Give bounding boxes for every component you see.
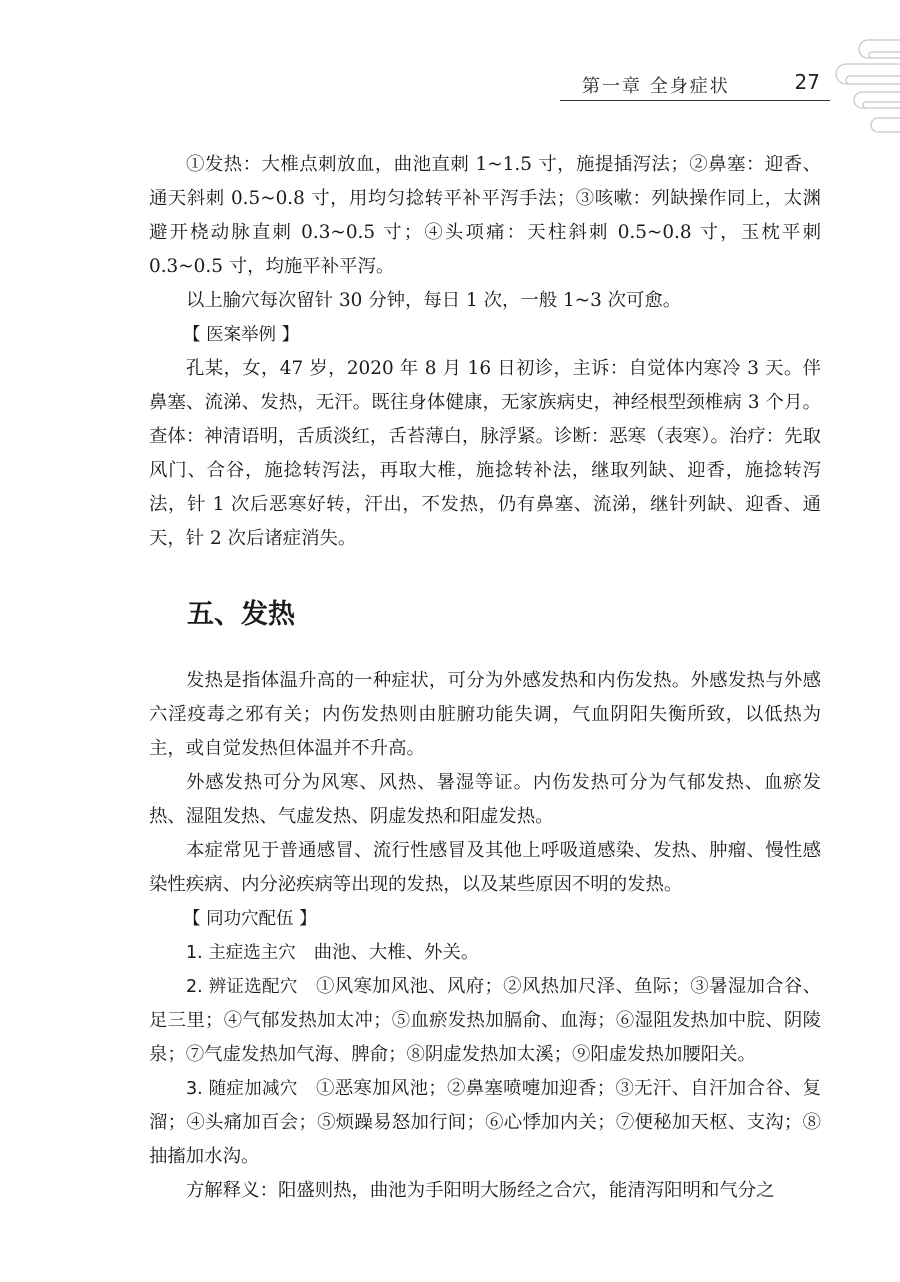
paragraph: 以上腧穴每次留针 30 分钟，每日 1 次，一般 1~3 次可愈。: [186, 290, 682, 311]
numbered-paragraph: [149, 1072, 821, 1174]
running-header: [560, 66, 830, 102]
paragraph-lead: 3. 随症加减穴: [186, 1079, 298, 1099]
paragraph: 外感发热可分为风寒、风热、暑湿等证。内伤发热可分为气郁发热、血瘀发热、湿阻发热、气虚发热、阴虚发热和阳虚发热。: [149, 772, 821, 827]
page-number: 27: [794, 70, 820, 94]
paragraph-text: 曲池、大椎、外关。: [313, 942, 480, 963]
chapter-title: 第一章 全身症状: [582, 76, 730, 97]
paragraph: 方解释义：阳盛则热，曲池为手阳明大肠经之合穴，能清泻阳明和气分之: [186, 1180, 775, 1201]
paragraph-text: ①风寒加风池、风府；②风热加尺泽、鱼际；③暑湿加合谷、足三里；④气郁发热加太冲；⑤血瘀发热加膈俞、血海；⑥湿阻发热加中脘、阴陵泉；⑦气虚发热加气海、脾俞；⑧阴虚发热加太溪；⑨阳虚发热加腰阳关。: [149, 976, 821, 1065]
paragraph: 本症常见于普通感冒、流行性感冒及其他上呼吸道感染、发热、肿瘤、慢性感染性疾病、内分泌疾病等出现的发热，以及某些原因不明的发热。: [149, 840, 821, 895]
section-heading: 五、发热: [187, 599, 295, 630]
numbered-paragraph: [149, 936, 821, 970]
paragraph-lead: 1. 主症选主穴: [186, 943, 296, 963]
numbered-paragraph: [149, 970, 821, 1072]
paragraph: 孔某，女，47 岁，2020 年 8 月 16 日初诊，主诉：自觉体内寒冷 3 天。伴鼻塞、流涕、发热，无汗。既往身体健康，无家族病史，神经根型颈椎病 3 个月。查体：神清语明，舌质淡红，舌苔薄白，脉浮紧。诊断：恶寒（表寒）。治疗：先取风门、合谷，施捻转泻法，再取大椎，施捻转补法，继取列缺、迎香，施捻转泻法，针 1 次后恶寒好转，汗出，不发热，仍有鼻塞、流涕，继针列缺、迎香、通天，针 2 次后诸症消失。: [149, 358, 821, 549]
paragraph: ①发热：大椎点刺放血，曲池直刺 1~1.5 寸，施提插泻法；②鼻塞：迎香、通天斜刺 0.5~0.8 寸，用均匀捻转平补平泻手法；③咳嗽：列缺操作同上，太渊避开桡动脉直刺 0.3~0.5 寸；④头项痛：天柱斜刺 0.5~0.8 寸，玉枕平刺 0.3~0.5 寸，均施平补平泻。: [149, 154, 821, 277]
paragraph-lead: 2. 辨证选配穴: [186, 977, 298, 997]
header-rule: [560, 100, 830, 101]
paragraph: 发热是指体温升高的一种症状，可分为外感发热和内伤发热。外感发热与外感六淫疫毒之邪有关；内伤发热则由脏腑功能失调，气血阴阳失衡所致，以低热为主，或自觉发热但体温并不升高。: [149, 670, 821, 759]
page-body: [149, 148, 821, 1208]
subsection-tag: 【 医案举例 】: [183, 325, 300, 345]
paragraph-text: ①恶寒加风池；②鼻塞喷嚏加迎香；③无汗、自汗加合谷、复溜；④头痛加百会；⑤烦躁易怒加行间；⑥心悸加内关；⑦便秘加天枢、支沟；⑧抽搐加水沟。: [149, 1078, 821, 1167]
subsection-tag: 【 同功穴配伍 】: [183, 909, 317, 929]
